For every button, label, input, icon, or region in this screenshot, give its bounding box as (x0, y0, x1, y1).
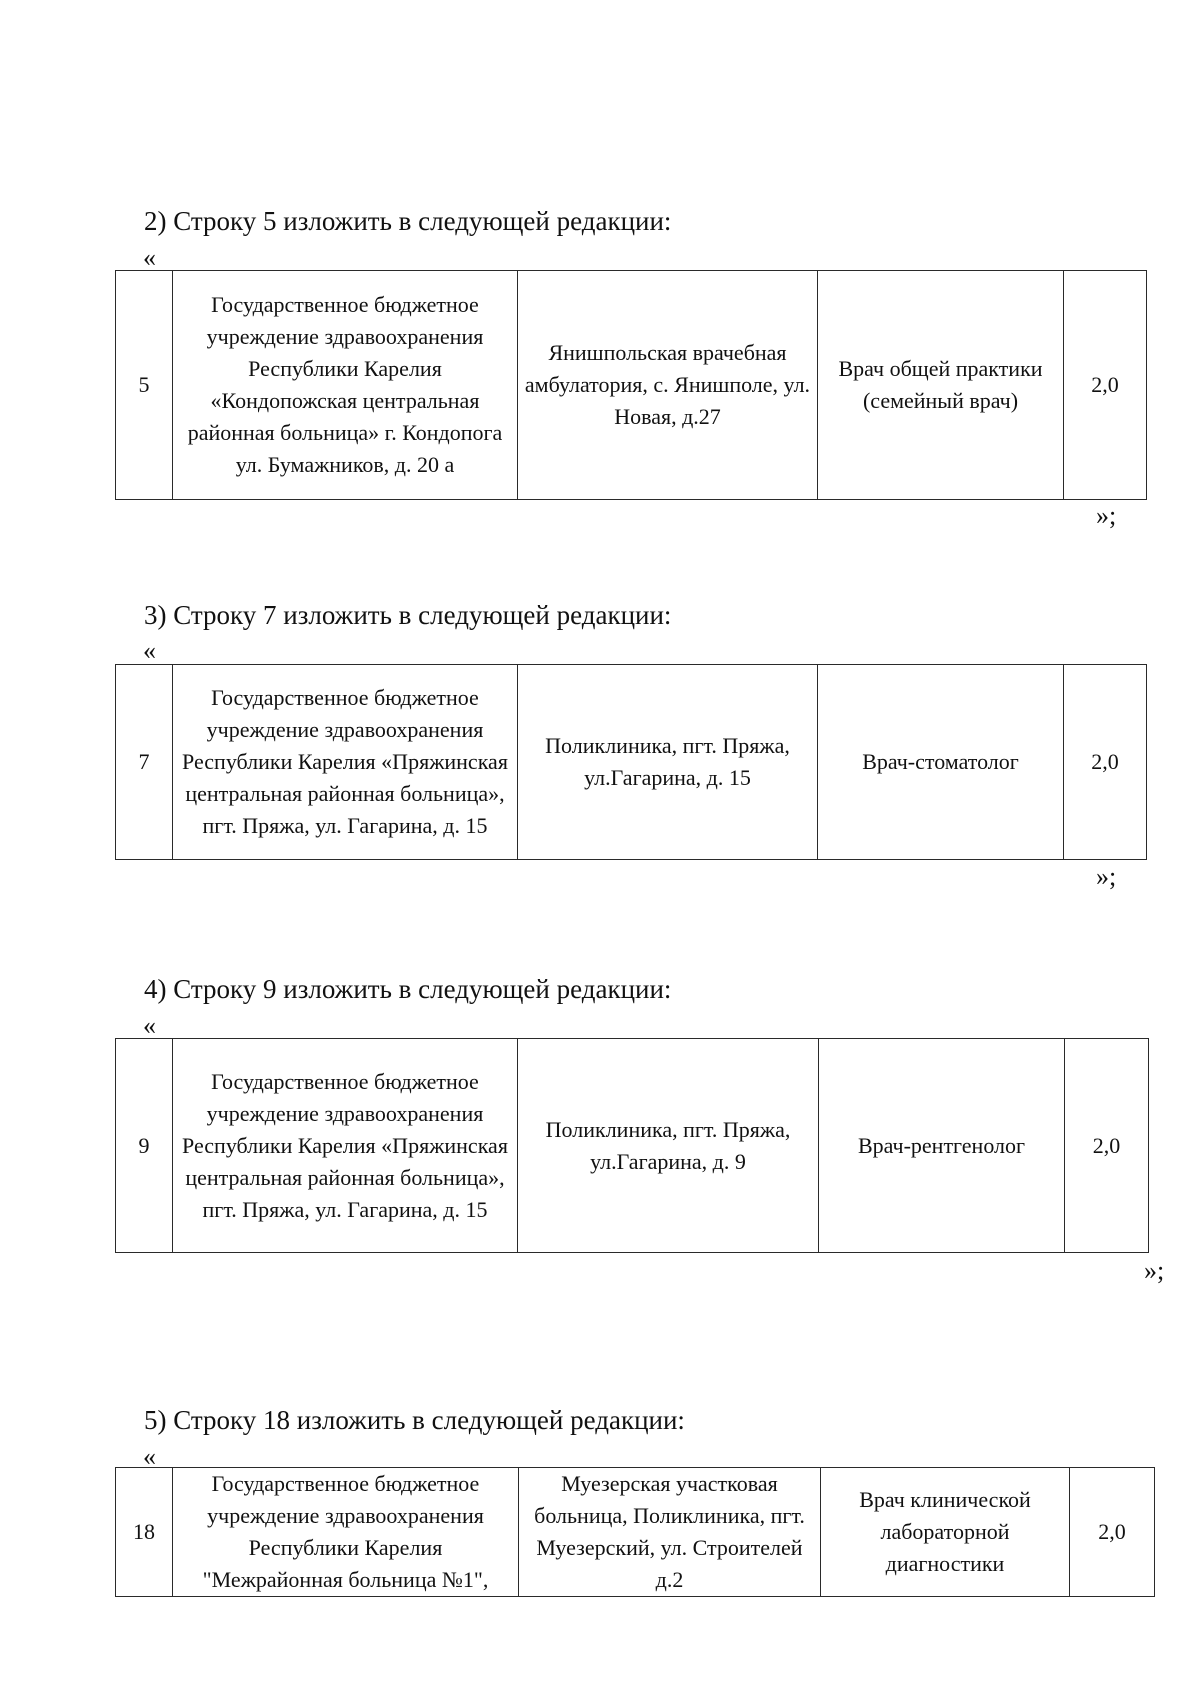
institution-cell: Государственное бюджетное учреждение здравоохранения Республики Карелия "Межрайонная больница №1", (173, 1468, 519, 1597)
section-heading: 4) Строку 9 изложить в следующей редакции: (144, 974, 672, 1004)
rate-cell: 2,0 (1070, 1468, 1155, 1597)
row-number-cell: 9 (116, 1039, 173, 1253)
section-heading: 2) Строку 5 изложить в следующей редакции: (144, 206, 672, 236)
row-number-cell: 5 (116, 271, 173, 500)
amendment-table (115, 1038, 1149, 1253)
table-row (116, 1039, 1149, 1253)
closing-quote: »; (1096, 501, 1117, 530)
location-cell: Муезерская участковая больница, Поликлиника, пгт. Муезерский, ул. Строителей д.2 (519, 1468, 821, 1597)
row-number-cell: 7 (116, 665, 173, 860)
position-cell: Врач общей практики (семейный врач) (818, 271, 1064, 500)
row-number-cell: 18 (116, 1468, 173, 1597)
table-row (116, 271, 1147, 500)
opening-quote: « (143, 243, 156, 272)
location-cell: Янишпольская врачебная амбулатория, с. Янишполе, ул. Новая, д.27 (518, 271, 818, 500)
amendment-table (115, 270, 1147, 500)
position-cell: Врач клинической лабораторной диагностики (821, 1468, 1070, 1597)
rate-cell: 2,0 (1064, 665, 1147, 860)
location-cell: Поликлиника, пгт. Пряжа, ул.Гагарина, д. 15 (518, 665, 818, 860)
section-heading: 5) Строку 18 изложить в следующей редакции: (144, 1405, 685, 1435)
institution-cell: Государственное бюджетное учреждение здравоохранения Республики Карелия «Пряжинская центральная районная больница», пгт. Пряжа, ул. Гагарина, д. 15 (173, 665, 518, 860)
closing-quote: »; (1096, 862, 1117, 891)
position-cell: Врач-стоматолог (818, 665, 1064, 860)
institution-cell: Государственное бюджетное учреждение здравоохранения Республики Карелия «Пряжинская центральная районная больница», пгт. Пряжа, ул. Гагарина, д. 15 (173, 1039, 518, 1253)
location-cell: Поликлиника, пгт. Пряжа, ул.Гагарина, д. 9 (518, 1039, 819, 1253)
position-cell: Врач-рентгенолог (819, 1039, 1065, 1253)
amendment-table (115, 1467, 1155, 1597)
opening-quote: « (143, 636, 156, 665)
opening-quote: « (143, 1442, 156, 1471)
institution-cell: Государственное бюджетное учреждение здравоохранения Республики Карелия «Кондопожская центральная районная больница» г. Кондопога ул. Бумажников, д. 20 а (173, 271, 518, 500)
closing-quote: »; (1144, 1256, 1165, 1285)
section-heading: 3) Строку 7 изложить в следующей редакции: (144, 600, 672, 630)
rate-cell: 2,0 (1064, 271, 1147, 500)
table-row (116, 1468, 1155, 1597)
table-row (116, 665, 1147, 860)
amendment-table (115, 664, 1147, 860)
rate-cell: 2,0 (1065, 1039, 1149, 1253)
opening-quote: « (143, 1011, 156, 1040)
